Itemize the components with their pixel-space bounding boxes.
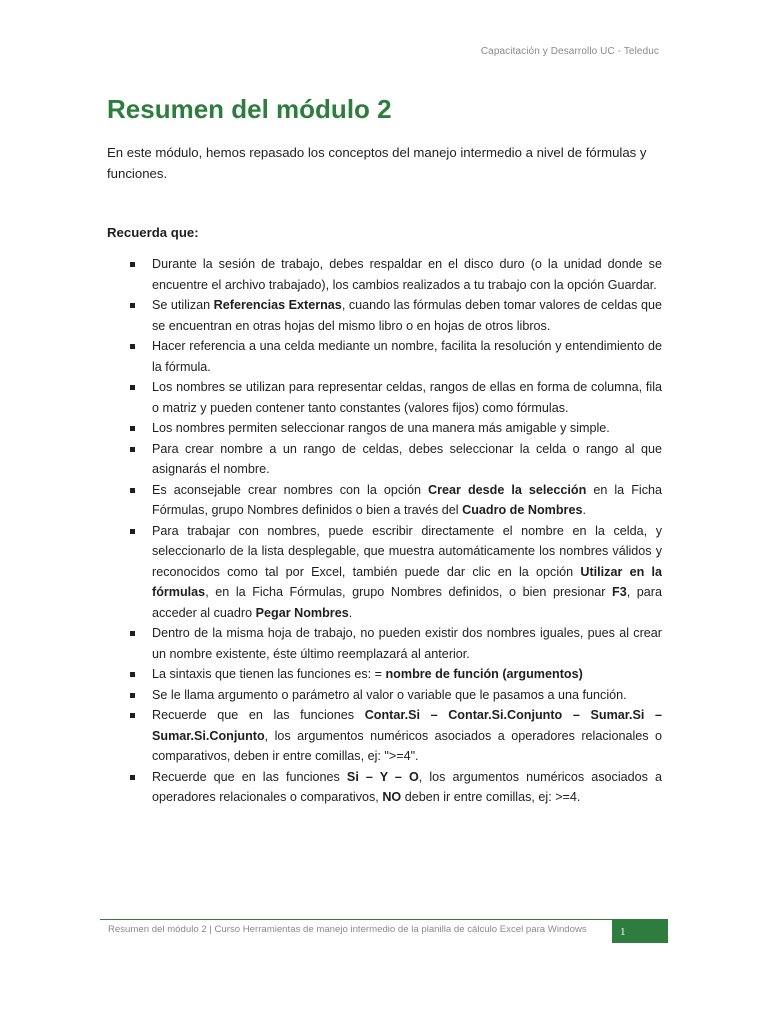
list-item-text: , cuando las fórmulas deben tomar valores de celdas que se encuentran en otras hojas del mismo libro o en hojas de otros libros.: [152, 298, 662, 333]
square-bullet-icon: [130, 385, 135, 390]
bold-term: Pegar Nombres: [255, 605, 349, 620]
footer-text: Resumen del módulo 2 | Curso Herramientas de manejo intermedio de la planilla de cálculo Excel para Windows: [108, 924, 587, 935]
bold-term: Cuadro de Nombres: [462, 503, 583, 517]
list-item: [122, 767, 662, 808]
recuerda-heading: Recuerda que:: [107, 225, 199, 240]
list-item-text: en la Ficha Fórmulas, grupo Nombres definidos o bien a través del: [152, 482, 662, 517]
bold-term: Crear desde la selección: [428, 482, 587, 497]
list-item-text: Se utilizan: [152, 298, 214, 312]
bold-term: nombre de función (argumentos): [385, 667, 583, 681]
bold-term: Contar.Si – Contar.Si.Conjunto – Sumar.Si – Sumar.Si.Conjunto: [152, 708, 662, 743]
list-item: [122, 418, 662, 439]
list-item: [122, 521, 662, 624]
footer-divider: [100, 919, 668, 920]
square-bullet-icon: [130, 447, 135, 452]
list-item: [122, 685, 662, 706]
list-item-text: Los nombres se utilizan para representar celdas, rangos de ellas en forma de columna, fila o matriz y pueden contener tanto constantes (valores fijos) como fórmulas.: [152, 380, 662, 415]
list-item: [122, 480, 662, 521]
list-item-text: Dentro de la misma hoja de trabajo, no pueden existir dos nombres iguales, pues al crear un nombre existente, éste último reemplazará al anterior.: [152, 626, 662, 661]
list-item: [122, 336, 662, 377]
list-item-text: , los argumentos numéricos asociados a operadores relacionales o comparativos,: [152, 769, 662, 804]
list-item: [122, 295, 662, 336]
list-item-text: Para trabajar con nombres, puede escribir directamente el nombre en la celda, y seleccionarlo de la lista desplegable, que muestra automáticamente los nombres válidos y reconocidos como tal por Excel, también puede dar clic en la opción: [152, 523, 662, 579]
square-bullet-icon: [130, 693, 135, 698]
list-item-text: Para crear nombre a un rango de celdas, debes seleccionar la celda o rango al que asignarás el nombre.: [152, 441, 662, 476]
page-header: Capacitación y Desarrollo UC - Teleduc: [480, 46, 659, 57]
list-item: [122, 705, 662, 767]
list-item: [122, 377, 662, 418]
list-item: [122, 664, 662, 685]
square-bullet-icon: [130, 713, 135, 718]
list-item-text: , para acceder al cuadro: [152, 585, 662, 620]
bold-term: F3: [612, 585, 627, 599]
square-bullet-icon: [130, 426, 135, 431]
list-item-text: Es aconsejable crear nombres con la opción: [152, 482, 429, 497]
list-item: [122, 623, 662, 664]
list-item-text: , los argumentos numéricos asociados a operadores relacionales o comparativos, deben ir entre comillas, ej: ">=4".: [152, 728, 662, 763]
square-bullet-icon: [130, 344, 135, 349]
list-item-text: Recuerde que en las funciones: [152, 708, 365, 722]
square-bullet-icon: [130, 262, 135, 267]
list-item-text: Durante la sesión de trabajo, debes respaldar en el disco duro (o la unidad donde se encuentre el archivo trabajado), los cambios realizados a tu trabajo con la opción Guardar.: [152, 257, 662, 292]
square-bullet-icon: [130, 303, 135, 308]
list-item-text: deben ir entre comillas, ej: >=4.: [401, 790, 581, 804]
list-item-text: .: [348, 605, 353, 620]
bold-term: Referencias Externas: [213, 298, 342, 312]
list-item-text: , en la Ficha Fórmulas, grupo Nombres definidos, o bien presionar: [205, 585, 613, 599]
square-bullet-icon: [130, 672, 135, 677]
summary-list: [122, 254, 662, 808]
intro-paragraph: En este módulo, hemos repasado los conceptos del manejo intermedio a nivel de fórmulas y funciones.: [107, 145, 647, 181]
page-title: Resumen del módulo 2: [107, 94, 392, 124]
list-item: [122, 439, 662, 480]
bold-term: Si – Y – O: [346, 769, 419, 784]
bold-term: NO: [382, 790, 402, 804]
square-bullet-icon: [130, 529, 135, 534]
square-bullet-icon: [130, 631, 135, 636]
list-item-text: .: [582, 503, 586, 517]
list-item-text: Se le llama argumento o parámetro al valor o variable que le pasamos a una función.: [152, 687, 627, 702]
list-item: [122, 254, 662, 295]
list-item-text: La sintaxis que tienen las funciones es: =: [152, 667, 386, 681]
square-bullet-icon: [130, 775, 135, 780]
bold-term: Utilizar en la fórmulas: [152, 564, 662, 599]
page-number: 1: [612, 920, 668, 943]
list-item-text: Los nombres permiten seleccionar rangos de una manera más amigable y simple.: [152, 421, 610, 435]
square-bullet-icon: [130, 488, 135, 493]
list-item-text: Recuerde que en las funciones: [152, 769, 347, 784]
list-item-text: Hacer referencia a una celda mediante un nombre, facilita la resolución y entendimiento de la fórmula.: [152, 339, 662, 374]
